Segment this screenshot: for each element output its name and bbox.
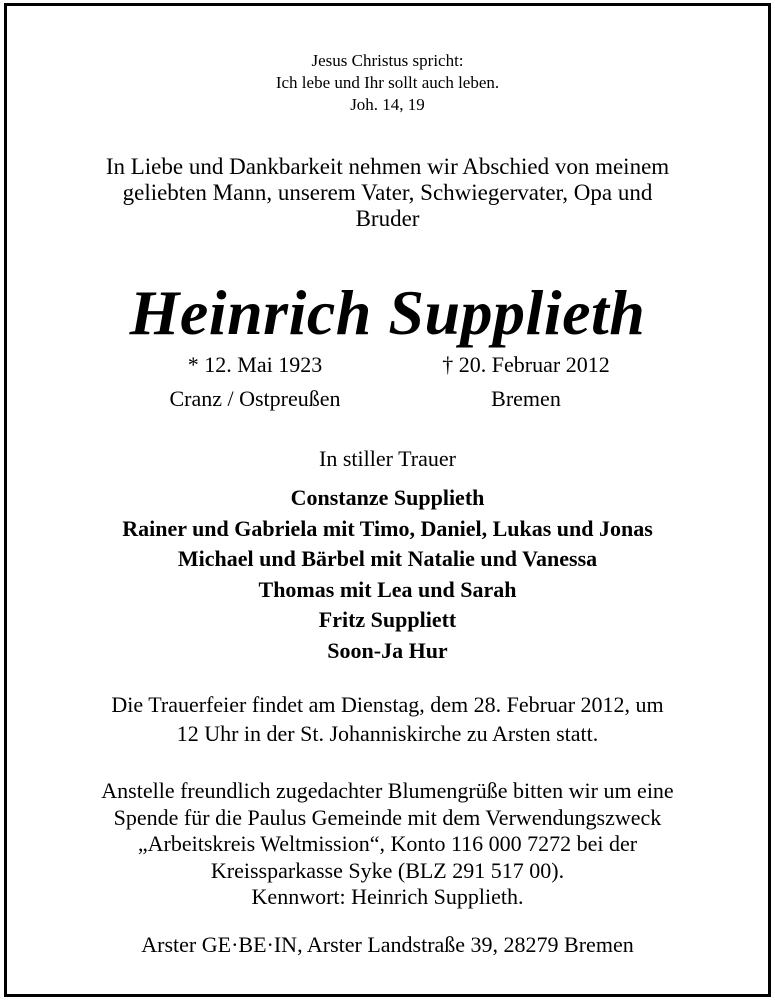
bible-verse bbox=[7, 50, 768, 116]
birth-info bbox=[125, 348, 385, 416]
verse-line: Ich lebe und Ihr sollt auch leben. bbox=[275, 73, 500, 92]
funeral-line: 12 Uhr in der St. Johanniskirche zu Arsten statt. bbox=[176, 721, 599, 746]
donation-line: Kreissparkasse Syke (BLZ 291 517 00). bbox=[210, 857, 565, 883]
undertaker-address: Arster GE·BE·IN, Arster Landstraße 39, 28279 Bremen bbox=[141, 932, 634, 957]
obituary-notice bbox=[4, 3, 771, 997]
intro-line: In Liebe und Dankbarkeit nehmen wir Abschied von meinem bbox=[105, 154, 670, 179]
mourner-name: Rainer und Gabriela mit Timo, Daniel, Lukas und Jonas bbox=[122, 515, 653, 541]
mourning-heading: In stiller Trauer bbox=[319, 446, 456, 471]
donation-line: „Arbeitskreis Weltmission“, Konto 116 000 7272 bei der bbox=[137, 831, 638, 856]
birth-date: * 12. Mai 1923 bbox=[187, 352, 323, 377]
verse-line: Jesus Christus spricht: bbox=[311, 51, 464, 70]
verse-reference: Joh. 14, 19 bbox=[350, 95, 425, 114]
donation-line: Anstelle freundlich zugedachter Blumengrüße bitten wir um eine bbox=[101, 778, 674, 803]
mourner-name: Thomas mit Lea und Sarah bbox=[258, 576, 517, 602]
death-date: † 20. Februar 2012 bbox=[442, 352, 610, 377]
birth-place: Cranz / Ostpreußen bbox=[169, 386, 341, 411]
donation-line: Spende für die Paulus Gemeinde mit dem Verwendungszweck bbox=[113, 804, 662, 830]
death-place: Bremen bbox=[491, 386, 561, 411]
farewell-intro bbox=[7, 154, 768, 232]
mourner-name: Michael und Bärbel mit Natalie und Vanessa bbox=[177, 546, 598, 571]
death-info bbox=[396, 348, 656, 416]
mourner-name: Fritz Suppliett bbox=[318, 607, 457, 632]
donation-line: Kennwort: Heinrich Supplieth. bbox=[251, 884, 524, 909]
intro-line: geliebten Mann, unserem Vater, Schwiegervater, Opa und bbox=[122, 180, 653, 205]
mourner-name: Soon-Ja Hur bbox=[327, 637, 448, 663]
intro-line: Bruder bbox=[355, 206, 420, 231]
funeral-line: Die Trauerfeier findet am Dienstag, dem 28. Februar 2012, um bbox=[111, 692, 664, 717]
funeral-info bbox=[7, 690, 768, 748]
life-dates bbox=[7, 348, 768, 418]
donation-request bbox=[7, 778, 768, 911]
mourners-list bbox=[7, 483, 768, 666]
mourner-name: Constanze Supplieth bbox=[290, 485, 485, 510]
deceased-name: Heinrich Supplieth bbox=[129, 277, 646, 348]
